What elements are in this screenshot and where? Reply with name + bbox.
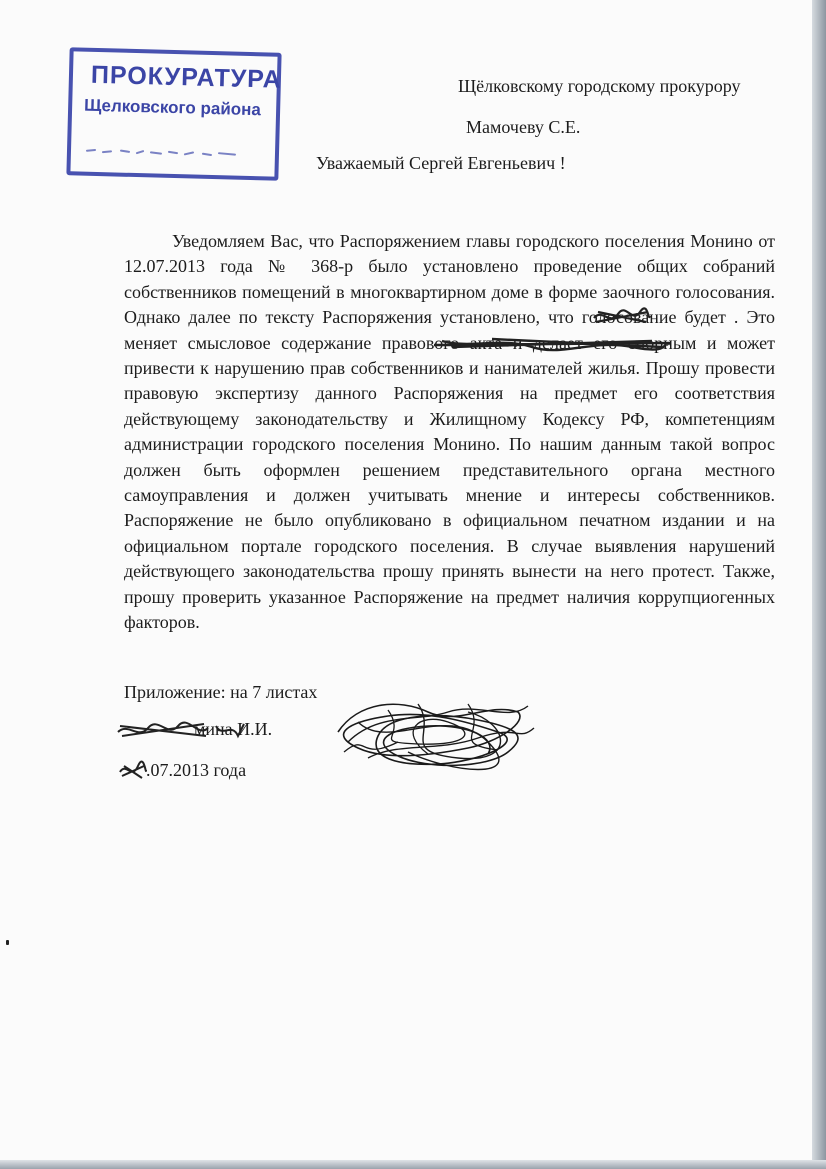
redaction-scribble-2: [432, 333, 672, 355]
addressee-line2: Мамочеву С.Е.: [466, 117, 581, 137]
prosecutor-office-stamp: [66, 47, 281, 181]
letter-body: Уведомляем Вас, что Распоряжением главы городского поселения Монино от 12.07.2013 года № 368-р было установлено проведение общих собраний собственников помещений в многоквартирном доме в форме заочного голосования. Однако далее по тексту Распоряжения установлено, что голосование будет . Это меняет смысловое содержание правового акта и делает его спорным и может привести к нарушению прав собственников и нанимателей жилья. Прошу провести правовую экспертизу данного Распоряжения на предмет его соответствия действующему законодательству и Жилищному Кодексу РФ, компетенциям администрации городского поселения Монино. По нашим данным такой вопрос должен быть оформлен решением представительного органа местного самоуправления и должен учитывать мнение и интересы собственников. Распоряжение не было опубликовано в официальном печатном издании и на официальном портале городского поселения. В случае выявления нарушений действующего законодательства прошу принять вынести на него протест. Также, прошу проверить указанное Распоряжение на предмет наличия коррупциогенных факторов.: [124, 231, 775, 633]
greeting: Уважаемый Сергей Евгеньевич !: [316, 153, 566, 173]
attachment-note: Приложение: на 7 листах: [124, 682, 318, 702]
signer-redaction-scribble: [116, 718, 256, 744]
addressee-line1: Щёлковскому городскому прокурору: [458, 76, 741, 96]
scan-edge-bottom: [0, 1160, 826, 1169]
redaction-scribble-1: [592, 306, 652, 328]
stamp-line2: Щелковского района: [83, 95, 262, 120]
stamp-line1: ПРОКУРАТУРА: [90, 60, 283, 94]
date-redaction-scribble: [118, 760, 148, 782]
handwritten-signature: [328, 692, 540, 774]
scan-speck: [6, 940, 9, 945]
date-visible-text: .07.2013 года: [146, 760, 247, 780]
scan-edge-right: [812, 0, 826, 1169]
signer-visible-text: мина И.И.: [194, 719, 273, 739]
